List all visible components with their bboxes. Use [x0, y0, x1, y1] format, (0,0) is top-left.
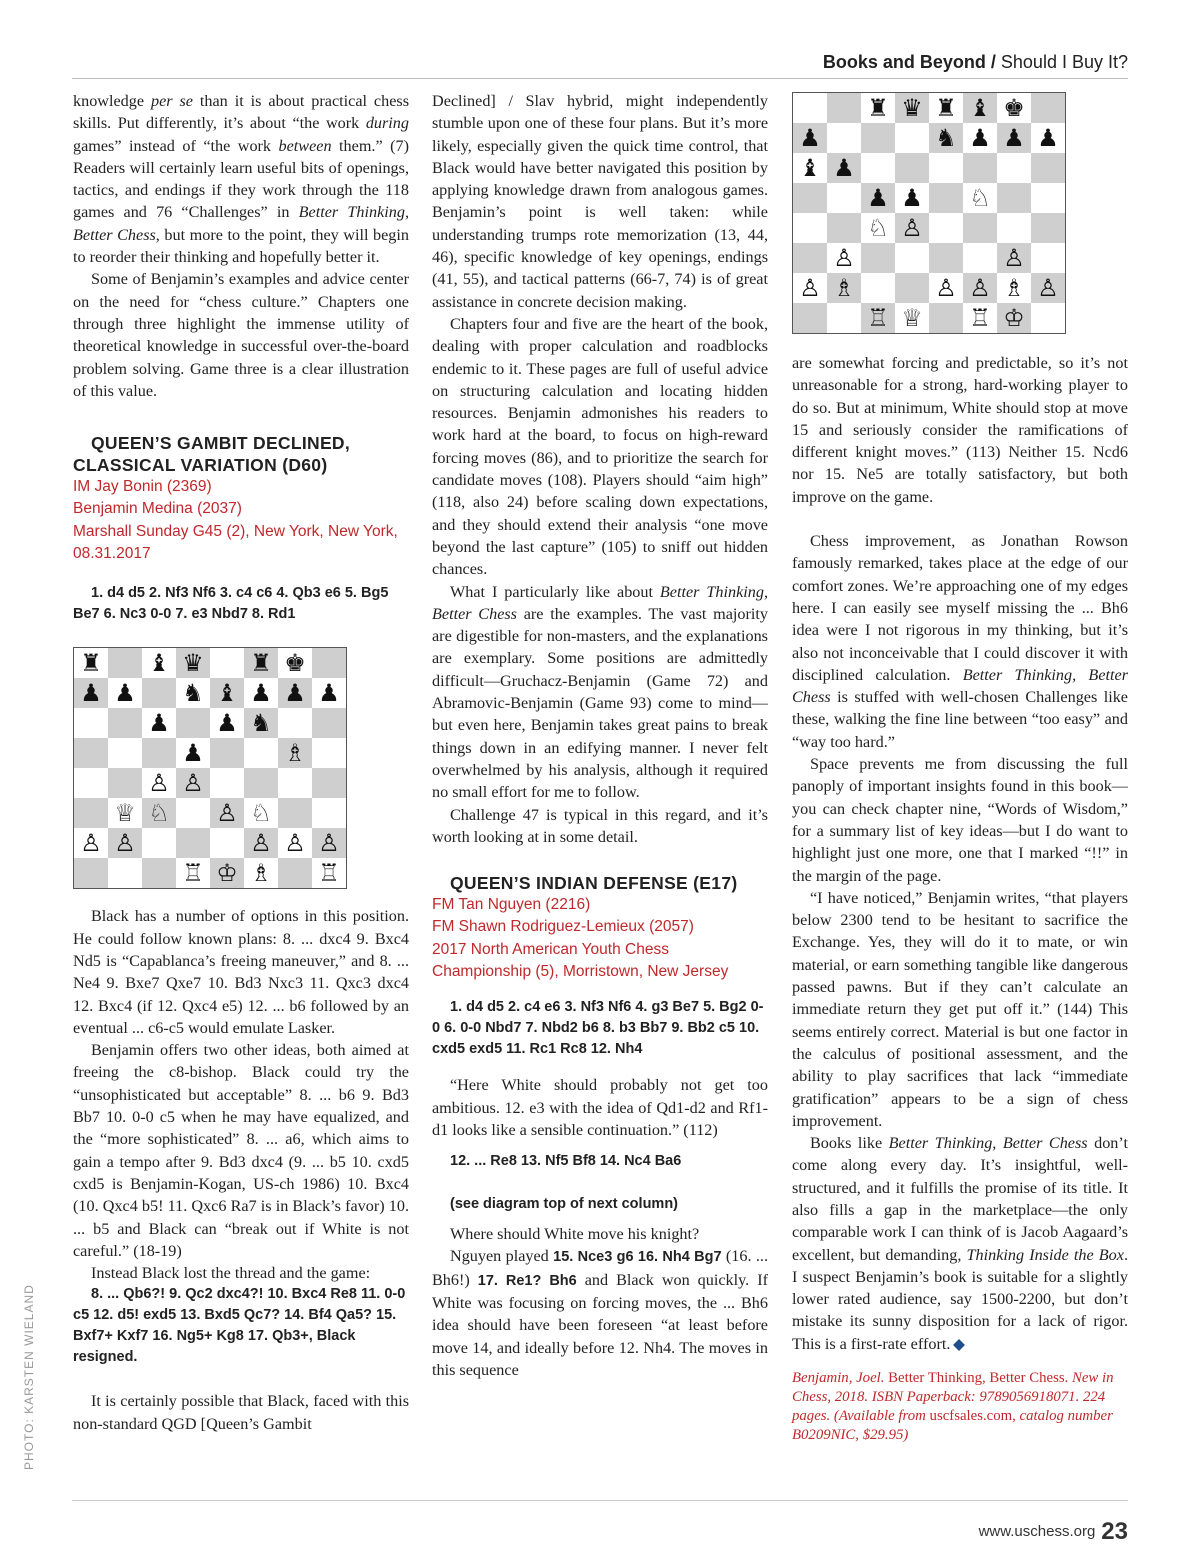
board-square: ♝ [963, 93, 997, 123]
board-square [793, 213, 827, 243]
board-square: ♟ [108, 678, 142, 708]
paragraph: Instead Black lost the thread and the game: [91, 1264, 371, 1283]
column-3 [792, 90, 1128, 1445]
board-square: ♖ [176, 858, 210, 888]
board-square: ♙ [1031, 273, 1065, 303]
board-square [210, 828, 244, 858]
board-square [827, 123, 861, 153]
event-info: 2017 North American Youth Chess Championship (5), Morristown, New Jersey [432, 940, 729, 980]
board-square [827, 303, 861, 333]
board-square [142, 828, 176, 858]
column-2 [432, 90, 768, 1381]
board-square [278, 798, 312, 828]
board-square [210, 648, 244, 678]
board-square: ♗ [278, 738, 312, 768]
paragraph: Chess improvement, as Jonathan Rowson famously remarked, takes place at the edge of our comfort zones. We’re approaching one of my edges here. I can easily see myself missing the ... Bh6 idea were I not rigorous in my thinking, but it’s also not inconceivable that I could discover it with disciplined calculation. Better Thinking, Better Chess is stuffed with well-chosen Challenges like these, walking the fine line between “too easy” and “way too hard.” [792, 532, 1128, 751]
board-square [176, 828, 210, 858]
board-square [210, 768, 244, 798]
board-square: ♙ [244, 828, 278, 858]
board-square [108, 858, 142, 888]
paragraph: are somewhat forcing and predictable, so it’s not unreasonable for a strong, hard-working player to do so. But at minimum, White should stop at move 15 and seriously consider the ramifications of different knight moves.” (113) Neither 15. Ncd6 nor 15. Ne5 are totally satisfactory, but both improve on the game. [792, 354, 1128, 506]
paragraph: “Here White should probably not get too ambitious. 12. e3 with the idea of Qd1-d2 and Rf1-d1 looks like a sensible continuation.” (112) [432, 1076, 768, 1139]
board-square [108, 708, 142, 738]
paragraph: It is certainly possible that Black, faced with this non-standard QGD [Queen’s Gambit [73, 1392, 409, 1433]
board-square: ♙ [895, 213, 929, 243]
board-square [929, 243, 963, 273]
paragraph: Some of Benjamin’s examples and advice center on the need for “chess culture.” Chapters one through three highlight the immense utility of theoretical knowledge in successful over-the-board problem solving. Game three is a clear illustration of this value. [73, 270, 409, 400]
board-square [827, 183, 861, 213]
board-square: ♟ [244, 678, 278, 708]
game-moves: 12. ... Re8 13. Nf5 Bf8 14. Nc4 Ba6 [450, 1153, 682, 1170]
board-square [997, 183, 1031, 213]
event-info: Marshall Sunday G45 (2), New York, New York, 08.31.2017 [73, 522, 398, 563]
board-square [312, 648, 346, 678]
paragraph: knowledge per se than it is about practical chess skills. Put differently, it’s about “the work during games” instead of “the work between them.” (7) Readers will certainly learn useful bits of openings, tactics, and endings if they work through the 118 games and 76 “Challenges” in Better Thinking, Better Chess, but more to the point, they will begin to reorder their thinking and hopefully better it. [73, 92, 409, 267]
board-square: ♔ [997, 303, 1031, 333]
paragraph: Space prevents me from discussing the full panoply of important insights found in this book—you can check chapter nine, “Words of Wisdom,” for a summary list of key ideas—but I do want to highlight just one more, one that I marked “!!” in the margin of the page. [792, 755, 1128, 885]
board-square: ♜ [244, 648, 278, 678]
paragraph: Challenge 47 is typical in this regard, and it’s worth looking at in some detail. [432, 805, 768, 846]
board-square [244, 738, 278, 768]
board-square: ♞ [929, 123, 963, 153]
board-square: ♙ [997, 243, 1031, 273]
board-square [895, 123, 929, 153]
board-square: ♗ [827, 273, 861, 303]
board-square [1031, 213, 1065, 243]
paragraph: “I have noticed,” Benjamin writes, “that players below 2300 tend to be hesitant to sacrifice the Exchange. Yes, they will do it to mate, or win material, or earn something tangible like dangerous passed pawns. But if they can’t calculate an immediate return they get put off it.” (144) This seems entirely correct. Material is but one factor in the calculus of positional assessment, and the ability to play sacrifices that lack “immediate gratification” appears to be a sign of chess improvement. [792, 888, 1128, 1130]
board-square [963, 153, 997, 183]
board-square [929, 183, 963, 213]
board-square [142, 858, 176, 888]
board-square: ♙ [278, 828, 312, 858]
board-square [176, 798, 210, 828]
board-square [997, 213, 1031, 243]
board-square: ♙ [176, 768, 210, 798]
board-square: ♙ [312, 828, 346, 858]
board-square [861, 273, 895, 303]
paragraph: Benjamin offers two other ideas, both aimed at freeing the c8-bishop. Black could try the “unsophisticated but acceptable” 8. ... b6 9. Bd3 Bb7 10. 0-0 c5 when he may have equalized, and the “more sophisticated” 8. ... a6, which aims to gain a tempo after 9. Bd3 dxc4 (9. ... b5 10. cxd5 cxd5 is Benjamin-Kogan, US-ch 1986) 10. Bxc4 (10. Qxc4 b5! 11. Qxc6 Ra7 is in Black’s favor) 10. ... b5 and Black can “break out if White is not careful.” (18-19) [73, 1041, 409, 1260]
board-square [861, 123, 895, 153]
board-square [1031, 243, 1065, 273]
board-square: ♟ [312, 678, 346, 708]
game-moves: 8. ... Qb6?! 9. Qc2 dxc4?! 10. Bxc4 Re8 11. 0-0 c5 12. d5! exd5 13. Bxd5 Qc7? 14. Bf4 Qa5? 15. Bxf7+ Kxf7 16. Ng5+ Kg8 17. Qb3+, Black resigned. [73, 1286, 406, 1366]
board-square [997, 153, 1031, 183]
board-square: ♟ [827, 153, 861, 183]
board-square: ♟ [74, 678, 108, 708]
board-square [929, 303, 963, 333]
running-header [823, 52, 1128, 73]
end-mark-icon [953, 1339, 965, 1351]
footer-url[interactable]: www.uschess.org [978, 1523, 1096, 1540]
board-square: ♝ [142, 648, 176, 678]
board-square [963, 243, 997, 273]
board-square [74, 858, 108, 888]
board-square: ♟ [1031, 123, 1065, 153]
white-player: FM Tan Nguyen (2216) [432, 896, 591, 914]
paragraph: Declined] / Slav hybrid, might independently stumble upon one of these four plans. But it’s more likely, especially given the quick time control, that Black would have better navigated this position by applying knowledge drawn from analogous games. Benjamin’s point is well taken: while understanding trumps rote memorization (13, 44, 46), specific knowledge of key openings, endings (41, 55), and tactical patterns (66-7, 74) is of great assistance in concrete decision making. [432, 92, 768, 311]
board-square [108, 768, 142, 798]
board-square: ♙ [74, 828, 108, 858]
board-square: ♙ [963, 273, 997, 303]
paragraph: Chapters four and five are the heart of the book, dealing with proper calculation and roadblocks endemic to it. These pages are full of useful advice on structuring calculation and locating hidden resources. Benjamin admonishes his readers to work hard at the board, to focus on high-reward forcing moves (86), and to prioritize the search for candidate moves (108). Players should “aim high” (118, also 24) before scaling down expectations, and they should extend their analysis “one move beyond the last capture” (105) to sniff out hidden chances. [432, 314, 768, 579]
board-square [176, 708, 210, 738]
board-square [312, 768, 346, 798]
board-square: ♟ [210, 708, 244, 738]
board-square: ♗ [244, 858, 278, 888]
board-square [827, 213, 861, 243]
paragraph: Nguyen played 15. Nce3 g6 16. Nh4 Bg7 (16. ... Bh6!) 17. Re1? Bh6 and Black won quickly. If White was focusing on forcing moves, the ... Bh6 idea should have been foreseen “at least before move 14, and ideally before 12. Nh4. The moves in this sequence [432, 1247, 768, 1379]
board-square [895, 243, 929, 273]
header-divider [72, 78, 1128, 79]
board-square [1031, 93, 1065, 123]
book-reference: Benjamin, Joel. Better Thinking, Better Chess. New in Chess, 2018. ISBN Paperback: 9789056918071. 224 pages. (Available from uscfsales.com, catalog number B0209NIC, $29.95) [792, 1370, 1114, 1444]
board-square: ♕ [895, 303, 929, 333]
board-square: ♞ [244, 708, 278, 738]
footer [979, 1518, 1128, 1546]
board-square: ♖ [861, 303, 895, 333]
board-square [312, 708, 346, 738]
sales-link[interactable]: uscfsales.com [929, 1408, 1013, 1425]
board-square [793, 243, 827, 273]
black-player: FM Shawn Rodriguez-Lemieux (2057) [432, 918, 694, 936]
board-square: ♟ [963, 123, 997, 153]
chess-diagram-1 [73, 647, 347, 889]
board-square [1031, 303, 1065, 333]
header-section: Books and Beyond / [822, 52, 996, 72]
board-square: ♛ [895, 93, 929, 123]
board-square [74, 798, 108, 828]
board-square [278, 858, 312, 888]
board-square [278, 768, 312, 798]
board-square [210, 738, 244, 768]
board-square: ♕ [108, 798, 142, 828]
header-subsection: Should I Buy It? [995, 52, 1128, 72]
board-square: ♙ [142, 768, 176, 798]
board-square: ♙ [793, 273, 827, 303]
board-square: ♚ [278, 648, 312, 678]
photo-credit: PHOTO: KARSTEN WIELAND [22, 1284, 36, 1470]
board-square: ♙ [108, 828, 142, 858]
board-square: ♜ [929, 93, 963, 123]
board-square [895, 273, 929, 303]
board-square: ♝ [210, 678, 244, 708]
board-square [74, 768, 108, 798]
board-square [312, 738, 346, 768]
board-square [963, 213, 997, 243]
board-square [108, 738, 142, 768]
diagram-note: (see diagram top of next column) [450, 1196, 678, 1213]
paragraph: Where should White move his knight? [450, 1225, 700, 1244]
board-square [244, 768, 278, 798]
board-square [895, 153, 929, 183]
board-square [74, 738, 108, 768]
board-square [793, 183, 827, 213]
board-square: ♞ [176, 678, 210, 708]
board-square [861, 243, 895, 273]
paragraph: Books like Better Thinking, Better Chess don’t come along every day. It’s insightful, well-structured, and it fulfills the promise of its title. It also fills a gap in the marketplace—the only comparable work I can think of is Jacob Aagaard’s excellent, but demanding, Thinking Inside the Box. I suspect Benjamin’s book is suitable for a slightly lower rated audience, say 1500-2200, but don’t mistake its sunny disposition for a lack of rigor. This is a first-rate effort. [792, 1134, 1129, 1353]
board-square: ♟ [142, 708, 176, 738]
board-square [793, 93, 827, 123]
page-number: 23 [1101, 1518, 1128, 1545]
board-square: ♘ [244, 798, 278, 828]
board-square [74, 708, 108, 738]
board-square [278, 708, 312, 738]
footer-divider [72, 1500, 1128, 1501]
board-square: ♟ [997, 123, 1031, 153]
board-square: ♟ [176, 738, 210, 768]
board-square: ♖ [963, 303, 997, 333]
board-square: ♖ [312, 858, 346, 888]
board-square: ♗ [997, 273, 1031, 303]
board-square: ♘ [142, 798, 176, 828]
board-square: ♘ [963, 183, 997, 213]
board-square [929, 153, 963, 183]
board-square: ♘ [861, 213, 895, 243]
game-moves: 1. d4 d5 2. c4 e6 3. Nf3 Nf6 4. g3 Be7 5. Bg2 0-0 6. 0-0 Nbd7 7. Nbd2 b6 8. b3 Bb7 9. Bb2 c5 10. cxd5 exd5 11. Rc1 Rc8 12. Nh4 [432, 999, 764, 1058]
board-square [929, 213, 963, 243]
board-square [827, 93, 861, 123]
board-square: ♛ [176, 648, 210, 678]
column-1 [73, 90, 409, 1435]
game-moves: 1. d4 d5 2. Nf3 Nf6 3. c4 c6 4. Qb3 e6 5. Bg5 Be7 6. Nc3 0-0 7. e3 Nbd7 8. Rd1 [73, 585, 389, 623]
board-square [1031, 153, 1065, 183]
paragraph: Black has a number of options in this position. He could follow known plans: 8. ... dxc4 9. Bxc4 Nd5 is “Capablanca’s freeing maneuver,” and 8. ... Ne4 9. Bxe7 Qxe7 10. Bd3 Nxc3 11. Qxc3 dxc4 12. Bxc4 (if 12. Qxc4 e5) 12. ... b6 followed by an eventual ... c6-c5 would emulate Lasker. [73, 907, 409, 1037]
board-square [1031, 183, 1065, 213]
board-square: ♚ [997, 93, 1031, 123]
board-square: ♜ [74, 648, 108, 678]
board-square [861, 153, 895, 183]
board-square [142, 738, 176, 768]
black-player: Benjamin Medina (2037) [73, 500, 242, 518]
board-square: ♙ [929, 273, 963, 303]
board-square: ♝ [793, 153, 827, 183]
paragraph: What I particularly like about Better Thinking, Better Chess are the examples. The vast majority are digestible for non-masters, and the explanations are exemplary. Some positions are admittedly difficult—Gruchacz-Benjamin (Game 72) and Abramovic-Benjamin (Game 93) come to mind—but even here, Benjamin takes great pains to break things down in an edifying manner. I never felt overwhelmed by his analysis, although it required no small effort for me to follow. [432, 582, 769, 802]
board-square [142, 678, 176, 708]
game-heading: QUEEN’S GAMBIT DECLINED, CLASSICAL VARIATION (D60) [73, 433, 351, 476]
board-square: ♜ [861, 93, 895, 123]
board-square: ♟ [793, 123, 827, 153]
board-square: ♙ [827, 243, 861, 273]
board-square [108, 648, 142, 678]
chess-diagram-2 [792, 92, 1066, 334]
board-square: ♟ [861, 183, 895, 213]
board-square [312, 798, 346, 828]
white-player: IM Jay Bonin (2369) [73, 478, 212, 496]
board-square: ♙ [210, 798, 244, 828]
board-square [793, 303, 827, 333]
board-square: ♔ [210, 858, 244, 888]
game-heading: QUEEN’S INDIAN DEFENSE (E17) [450, 873, 738, 894]
board-square: ♟ [895, 183, 929, 213]
board-square: ♟ [278, 678, 312, 708]
